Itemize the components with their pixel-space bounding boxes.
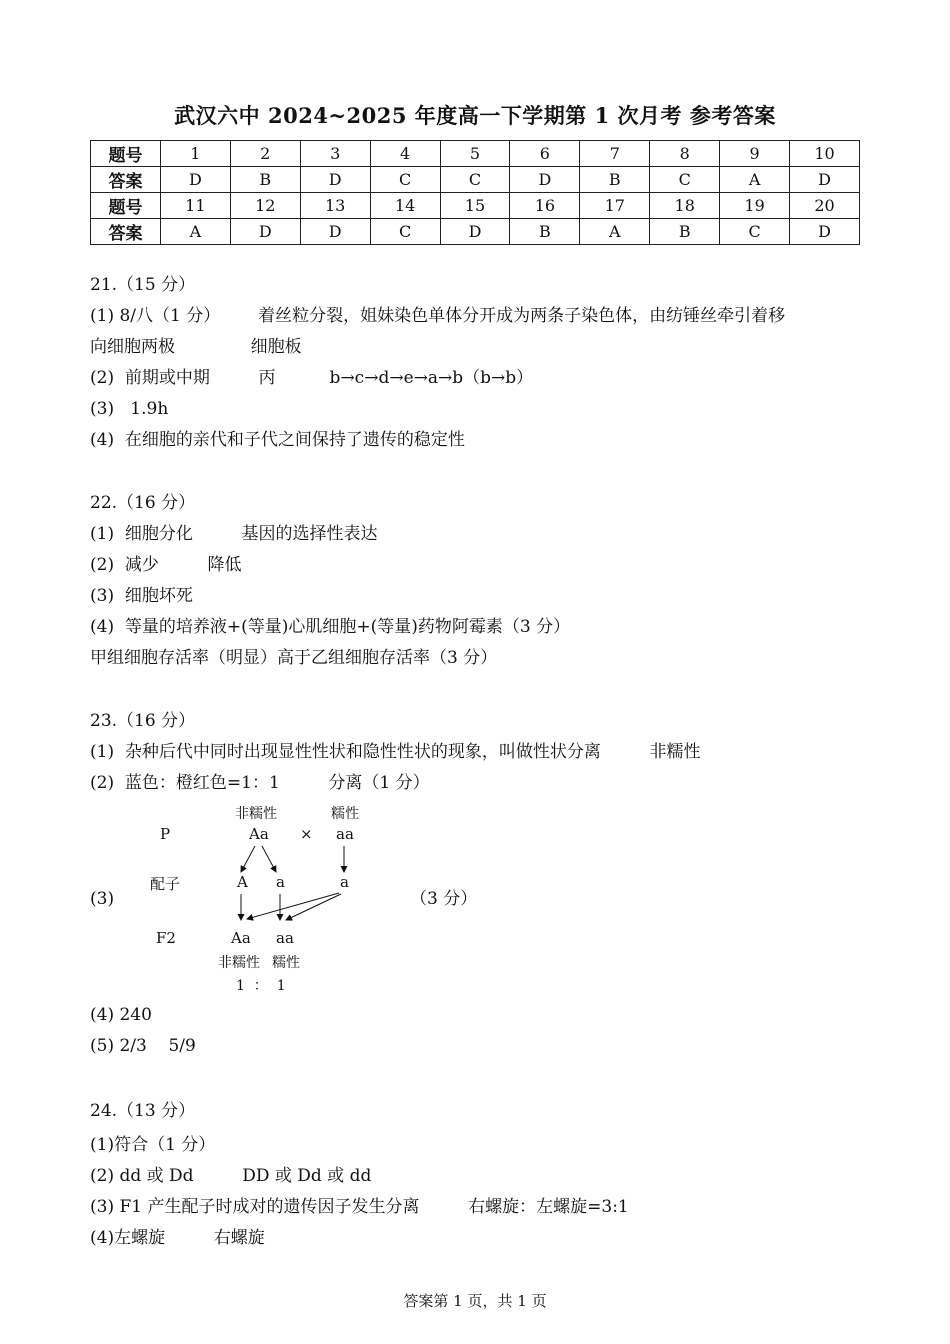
parent1-genotype: Aa (249, 825, 269, 843)
gamete-A: A (237, 873, 248, 891)
table-cell: 11 (160, 193, 230, 219)
q23-line-5: (5) 2/3 5/9 (90, 1036, 196, 1056)
q21-line-3: (2) 前期或中期 丙 b→c→d→e→a→b（b→b） (90, 368, 534, 388)
table-cell: 2 (230, 141, 300, 167)
q23-line-1: (1) 杂种后代中同时出现显性性状和隐性性状的现象，叫做性状分离 非糯性 (90, 742, 701, 762)
table-cell: 6 (510, 141, 580, 167)
table-cell: 13 (300, 193, 370, 219)
table-cell: 9 (720, 141, 790, 167)
q23-line-3-label: (3) (90, 889, 115, 909)
table-cell: 20 (790, 193, 860, 219)
table-cell: 16 (510, 193, 580, 219)
table-cell: D (160, 167, 230, 193)
q24-line-3: (3) F1 产生配子时成对的遗传因子发生分离 右螺旋：左螺旋=3:1 (90, 1197, 629, 1217)
offspring-aa: aa (276, 929, 294, 947)
q23-line-4: (4) 240 (90, 1005, 152, 1025)
row-header: 题号 (91, 141, 161, 167)
parent1-trait: 非糯性 (235, 806, 277, 822)
table-cell: 19 (720, 193, 790, 219)
table-cell: 1 (160, 141, 230, 167)
table-cell: C (720, 219, 790, 245)
q21-line-1: (1) 8/八（1 分） 着丝粒分裂，姐妹染色单体分开成为两条子染色体，由纺锤丝牵引着移 (90, 306, 786, 326)
f2-label: F2 (156, 929, 176, 947)
table-cell: D (510, 167, 580, 193)
q24-heading: 24.（13 分） (90, 1101, 196, 1121)
cross-symbol: × (300, 825, 313, 843)
q22-line-3: (3) 细胞坏死 (90, 586, 193, 606)
q22-line-1: (1) 细胞分化 基因的选择性表达 (90, 524, 378, 544)
table-cell: D (790, 219, 860, 245)
table-cell: 15 (440, 193, 510, 219)
gamete-label: 配子 (150, 875, 181, 893)
gamete-a-2: a (340, 873, 349, 891)
table-cell: 14 (370, 193, 440, 219)
table-cell: A (160, 219, 230, 245)
q23-heading: 23.（16 分） (90, 711, 196, 731)
q22-heading: 22.（16 分） (90, 493, 196, 513)
table-cell: 7 (580, 141, 650, 167)
table-cell: 4 (370, 141, 440, 167)
parent2-trait: 糯性 (331, 806, 359, 822)
row-header: 题号 (91, 193, 161, 219)
q22-line-4: (4) 等量的培养液+(等量)心肌细胞+(等量)药物阿霉素（3 分） (90, 617, 571, 637)
table-cell: D (230, 219, 300, 245)
table-cell: C (370, 219, 440, 245)
q24-line-1: (1)符合（1 分） (90, 1135, 216, 1155)
row-header: 答案 (91, 219, 161, 245)
parent2-genotype: aa (336, 825, 354, 843)
table-cell: C (440, 167, 510, 193)
table-cell: 17 (580, 193, 650, 219)
q22-line-2: (2) 减少 降低 (90, 555, 242, 575)
table-cell: B (580, 167, 650, 193)
page-title: 武汉六中 2024~2025 年度高一下学期第 1 次月考 参考答案 (174, 103, 776, 128)
q24-line-2: (2) dd 或 Dd DD 或 Dd 或 dd (90, 1166, 372, 1186)
offspring-ratio: 1 ： 1 (236, 978, 286, 994)
table-cell: B (650, 219, 720, 245)
q21-line-2: 向细胞两极 细胞板 (90, 337, 302, 357)
table-cell: 10 (790, 141, 860, 167)
table-cell: 12 (230, 193, 300, 219)
table-cell: B (230, 167, 300, 193)
q22-line-5: 甲组细胞存活率（明显）高于乙组细胞存活率（3 分） (90, 648, 498, 668)
table-cell: B (510, 219, 580, 245)
gamete-a-1: a (276, 873, 285, 891)
table-cell: D (440, 219, 510, 245)
offspring-1-trait: 非糯性 (218, 955, 260, 971)
table-cell: D (300, 167, 370, 193)
p-label: P (160, 825, 171, 843)
q21-line-5: (4) 在细胞的亲代和子代之间保持了遗传的稳定性 (90, 430, 465, 450)
offspring-Aa: Aa (231, 929, 251, 947)
row-header: 答案 (91, 167, 161, 193)
table-cell: 3 (300, 141, 370, 167)
table-cell: 18 (650, 193, 720, 219)
table-cell: D (790, 167, 860, 193)
q21-heading: 21.（15 分） (90, 275, 196, 295)
table-cell: 5 (440, 141, 510, 167)
table-cell: D (300, 219, 370, 245)
table-cell: 8 (650, 141, 720, 167)
table-cell: A (720, 167, 790, 193)
table-cell: A (580, 219, 650, 245)
table-cell: C (370, 167, 440, 193)
q23-line-3-score: （3 分） (410, 889, 478, 909)
q23-line-2: (2) 蓝色：橙红色=1：1 分离（1 分） (90, 773, 430, 793)
page-footer: 答案第 1 页，共 1 页 (403, 1292, 547, 1310)
q24-line-4: (4)左螺旋 右螺旋 (90, 1228, 265, 1248)
q21-line-4: (3) 1.9h (90, 399, 169, 419)
table-cell: C (650, 167, 720, 193)
offspring-2-trait: 糯性 (272, 955, 300, 971)
